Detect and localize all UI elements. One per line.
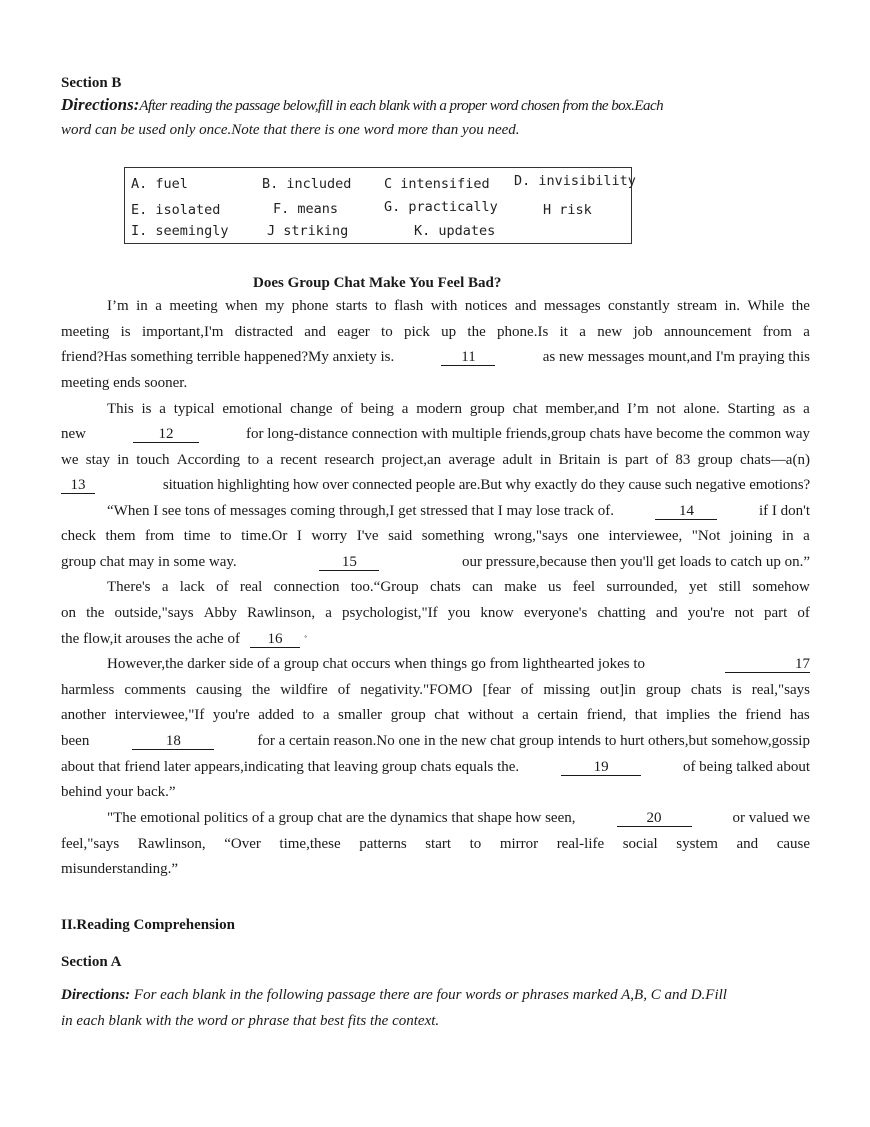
word: comments <box>124 682 186 698</box>
word: too.“Group <box>350 579 419 595</box>
word: phone <box>291 298 329 314</box>
word: another <box>61 707 106 723</box>
word: meeting <box>61 324 110 340</box>
word: interviewee, <box>608 528 683 544</box>
word: negativity."FOMO <box>360 682 473 698</box>
word: of <box>797 605 810 621</box>
word: to <box>302 707 315 723</box>
p3-line-1 <box>107 503 810 520</box>
word: and <box>514 298 537 314</box>
word: is <box>607 452 618 468</box>
word: in <box>781 528 794 544</box>
word: missing <box>543 682 590 698</box>
word: worry <box>311 528 348 544</box>
word: 83 <box>675 452 691 468</box>
word: up <box>441 324 457 340</box>
word: average <box>448 452 496 468</box>
p1-line-3-text-b: as new messages mount,and I'm praying this <box>542 349 810 365</box>
word: start <box>425 836 452 852</box>
word: of <box>216 579 229 595</box>
word: is <box>141 401 152 417</box>
word-option-h: H risk <box>543 202 592 218</box>
blank-15[interactable]: 15 <box>319 554 379 571</box>
word: a <box>266 452 274 468</box>
word: that <box>634 707 658 723</box>
word-option-f: F. means <box>273 201 339 217</box>
word: the <box>791 298 810 314</box>
word: a <box>522 707 529 723</box>
p6-line-3-text: misunderstanding.” <box>61 861 179 877</box>
section-a-directions-line1 <box>61 983 727 1008</box>
word: from <box>145 528 175 544</box>
word-option-g: G. practically <box>384 199 498 215</box>
reading-comprehension-heading: II.Reading Comprehension <box>61 917 235 933</box>
p3-line-1-text-a: “When I see tons of messages coming through,I get stressed that I may lose track of. <box>107 503 614 519</box>
p3-line-3-text-b: our pressure,because then you'll get loads to catch up on.” <box>461 554 810 570</box>
word: There's <box>107 579 151 595</box>
word: surrounded, <box>606 579 678 595</box>
p4-line-1 <box>107 579 810 596</box>
section-a-directions-line2: in each blank with the word or phrase that best fits the context. <box>61 1013 440 1029</box>
word: can <box>472 579 493 595</box>
word: outside,"says <box>114 605 194 621</box>
word: This <box>107 401 134 417</box>
word: According <box>176 452 241 468</box>
word: and <box>736 836 759 852</box>
blank-14[interactable]: 14 <box>655 503 717 520</box>
word: job <box>633 324 653 340</box>
word: chat <box>512 401 538 417</box>
word: them <box>105 528 136 544</box>
p5-line-6-text: behind your back.” <box>61 784 176 800</box>
word: a <box>159 401 166 417</box>
p5-line-1-text-a: However,the darker side of a group chat occurs when things go from lighthearted jokes to <box>107 656 645 672</box>
word-option-a: A. fuel <box>131 176 188 192</box>
word: implies <box>665 707 710 723</box>
blank-12[interactable]: 12 <box>133 426 199 443</box>
word: I’m <box>107 298 129 314</box>
word: you're <box>687 605 725 621</box>
p2-line-2-text-a: new <box>61 426 86 442</box>
word: new <box>597 324 623 340</box>
p4-line-3-mark: ˚ <box>303 635 308 646</box>
word: still <box>718 579 742 595</box>
word: friend <box>745 707 782 723</box>
word: system <box>676 836 718 852</box>
p5-line-5-text-b: of being talked about <box>682 759 810 775</box>
word: wrong,"says <box>493 528 568 544</box>
word: everyone's <box>523 605 588 621</box>
word: adult <box>502 452 533 468</box>
directions-label: Directions: <box>61 95 140 114</box>
p2-line-3 <box>61 452 810 469</box>
word: pick <box>404 324 430 340</box>
word: emotional <box>222 401 283 417</box>
word: the <box>718 707 737 723</box>
word: us <box>547 579 562 595</box>
word: my <box>265 298 285 314</box>
word: stream <box>677 298 718 314</box>
word: research <box>324 452 375 468</box>
word: without <box>467 707 514 723</box>
word: constantly <box>608 298 670 314</box>
blank-13[interactable]: 13 <box>61 477 95 494</box>
word: interviewee,"If <box>114 707 205 723</box>
word: a <box>803 528 810 544</box>
word: on <box>61 605 76 621</box>
word: yet <box>688 579 708 595</box>
word: Abby <box>203 605 238 621</box>
word: group <box>645 682 681 698</box>
word: certain <box>537 707 579 723</box>
p2-line-4 <box>61 477 810 494</box>
word: the <box>86 605 105 621</box>
p6-line-1-text-a: "The emotional politics of a group chat are the dynamics that shape how seen, <box>107 810 576 826</box>
word: Britain <box>558 452 601 468</box>
word: as <box>782 401 796 417</box>
word: in <box>136 298 148 314</box>
word: modern <box>416 401 463 417</box>
word: somehow <box>752 579 810 595</box>
word: time.Or <box>241 528 288 544</box>
p3-line-3-text-a: group chat may in some way. <box>61 554 237 570</box>
p1-line-2 <box>61 324 810 341</box>
word-option-d: D. invisibility <box>514 173 636 189</box>
word: cause <box>776 836 810 852</box>
p5-line-4-text-b: for a certain reason.No one in the new chat group intends to hurt others,but somehow,gossip <box>257 733 810 749</box>
blank-16[interactable]: 16 <box>250 631 300 648</box>
word: of <box>520 682 534 698</box>
p5-line-4-text-a: been <box>61 733 90 749</box>
word: messages <box>543 298 601 314</box>
p3-line-1-text-b: if I don't <box>758 503 810 519</box>
p2-line-4-text-b: situation highlighting how over connected people are.But why exactly do they cause such negative emotions? <box>162 477 810 493</box>
word: has <box>789 707 810 723</box>
word: eager <box>337 324 370 340</box>
word: the <box>251 682 271 698</box>
word: not <box>734 605 754 621</box>
word: not <box>656 401 676 417</box>
p6-line-1 <box>107 810 810 827</box>
word: a <box>803 401 810 417</box>
word: a <box>322 707 330 723</box>
word: you <box>447 605 471 621</box>
word: group <box>469 401 505 417</box>
word: one <box>577 528 600 544</box>
word: distracted <box>234 324 293 340</box>
word: phone.Is <box>497 324 549 340</box>
word: real <box>239 579 263 595</box>
word: smaller <box>338 707 383 723</box>
p1-line-4-text: meeting ends sooner. <box>61 375 188 391</box>
word: a <box>803 324 810 340</box>
blank-18[interactable]: 18 <box>132 733 214 750</box>
p1-line-3-text-a: friend?Has something terrible happened?My anxiety is. <box>61 349 395 365</box>
p5-line-5-text-a: about that friend later appears,indicating that leaving group chats equals the. <box>61 759 520 775</box>
section-a-label: Section A <box>61 954 122 970</box>
word: real-life <box>556 836 605 852</box>
word: to <box>219 528 232 544</box>
word: chats <box>429 579 461 595</box>
word: “Over <box>224 836 261 852</box>
word: starts <box>335 298 368 314</box>
word: notices <box>464 298 508 314</box>
word: Rawlinson, <box>247 605 316 621</box>
word: chats <box>690 682 722 698</box>
word: being <box>360 401 394 417</box>
p5-line-5 <box>61 759 810 776</box>
p2-line-1 <box>107 401 810 418</box>
word: a <box>155 298 162 314</box>
word: meeting <box>169 298 218 314</box>
section-a-directions-text-1: For each blank in the following passage there are four words or phrases marked A,B, C and D.Fill <box>133 987 727 1003</box>
word: to <box>247 452 260 468</box>
word: psychologist,"If <box>341 605 438 621</box>
word: group <box>697 452 733 468</box>
word: out]in <box>600 682 636 698</box>
word: time <box>183 528 211 544</box>
word: member,and <box>545 401 620 417</box>
section-b-directions-line2: word can be used only once.Note that there is one word more than you need. <box>61 122 520 138</box>
word: is <box>120 324 131 340</box>
word: social <box>622 836 658 852</box>
word: time,these <box>279 836 341 852</box>
p4-line-2 <box>61 605 810 622</box>
word: lack <box>179 579 205 595</box>
word: in <box>539 452 552 468</box>
word-option-b: B. included <box>262 176 352 192</box>
section-b-directions-line1 <box>61 92 663 119</box>
word: to <box>381 324 393 340</box>
word: check <box>61 528 96 544</box>
word-option-i: I. seemingly <box>131 223 229 239</box>
word: when <box>225 298 258 314</box>
p1-line-4 <box>61 375 810 392</box>
word: touch <box>136 452 170 468</box>
word: "Not <box>691 528 721 544</box>
word: recent <box>280 452 318 468</box>
word: of <box>340 401 353 417</box>
p2-line-2 <box>61 426 810 443</box>
blank-11[interactable]: 11 <box>441 349 495 366</box>
word: joining <box>729 528 773 544</box>
word: feel <box>572 579 596 595</box>
word: of <box>337 682 351 698</box>
word: in. <box>724 298 741 314</box>
word: stay <box>85 452 110 468</box>
word: patterns <box>359 836 407 852</box>
p5-line-3 <box>61 707 810 724</box>
word: chats—a(n) <box>739 452 810 468</box>
word-option-e: E. isolated <box>131 202 221 218</box>
word: said <box>388 528 413 544</box>
word: of <box>655 452 669 468</box>
p6-line-1-text-b: or valued we <box>732 810 810 826</box>
word: group <box>390 707 426 723</box>
word: change <box>290 401 333 417</box>
word: from <box>762 324 792 340</box>
word: you're <box>212 707 250 723</box>
word: part <box>624 452 649 468</box>
word: and <box>304 324 326 340</box>
word: project,an <box>381 452 442 468</box>
word: friend, <box>586 707 627 723</box>
word: important,I'm <box>141 324 224 340</box>
word: something <box>421 528 485 544</box>
word: [fear <box>482 682 511 698</box>
word: I've <box>356 528 379 544</box>
word: a <box>401 401 409 417</box>
p5-line-4 <box>61 733 810 750</box>
passage-title: Does Group Chat Make You Feel Bad? <box>253 275 502 291</box>
word-option-c: C intensified <box>384 176 490 192</box>
word: typical <box>173 401 215 417</box>
word-box <box>124 167 636 244</box>
word: a <box>325 605 332 621</box>
p6-line-2 <box>61 836 810 853</box>
word: it <box>559 324 568 340</box>
word: to <box>374 298 387 314</box>
p3-line-2 <box>61 528 810 545</box>
word: added <box>258 707 295 723</box>
word: is <box>731 682 742 698</box>
word: Rawlinson, <box>137 836 206 852</box>
section-a-directions-label: Directions: <box>61 987 131 1003</box>
p1-line-3 <box>61 349 810 366</box>
word-option-j: J striking <box>267 223 349 239</box>
word: chat <box>434 707 460 723</box>
word: we <box>61 452 79 468</box>
p5-line-2 <box>61 682 810 699</box>
p1-line-1 <box>107 298 810 315</box>
word: and <box>655 605 678 621</box>
p3-line-3 <box>61 554 810 571</box>
word: in <box>117 452 129 468</box>
p2-line-2-text-b: for long-distance connection with multiple friends,group chats have become the common way <box>245 426 810 442</box>
word: I <box>296 528 302 544</box>
word: connection <box>273 579 340 595</box>
p5-line-1 <box>107 656 810 673</box>
word: make <box>504 579 537 595</box>
word: Starting <box>727 401 776 417</box>
word: I’m <box>627 401 649 417</box>
word: with <box>430 298 458 314</box>
word: While <box>747 298 785 314</box>
blank-17[interactable]: 17 <box>725 656 810 673</box>
word: flash <box>394 298 424 314</box>
word: know <box>480 605 514 621</box>
word: a <box>161 579 169 595</box>
word: real,"says <box>751 682 810 698</box>
p5-line-6 <box>61 784 810 801</box>
p6-line-3 <box>61 861 810 878</box>
word: causing <box>196 682 242 698</box>
word: feel,"says <box>61 836 120 852</box>
word: a <box>579 324 586 340</box>
blank-19[interactable]: 19 <box>561 759 641 776</box>
word: harmless <box>61 682 115 698</box>
p4-line-3-text-a: the flow,it arouses the ache of <box>61 631 240 647</box>
section-b-label: Section B <box>61 75 122 91</box>
word: part <box>763 605 788 621</box>
directions-text-1: After reading the passage below,fill in each blank with a proper word chosen from the box.Each <box>139 98 664 114</box>
word: wildfire <box>280 682 328 698</box>
word: the <box>467 324 486 340</box>
word: mirror <box>499 836 539 852</box>
blank-20[interactable]: 20 <box>617 810 692 827</box>
word-option-k: K. updates <box>414 223 496 239</box>
word: chatting <box>597 605 646 621</box>
word: alone. <box>683 401 720 417</box>
p4-line-3 <box>61 631 810 648</box>
word: announcement <box>663 324 752 340</box>
word: to <box>469 836 482 852</box>
